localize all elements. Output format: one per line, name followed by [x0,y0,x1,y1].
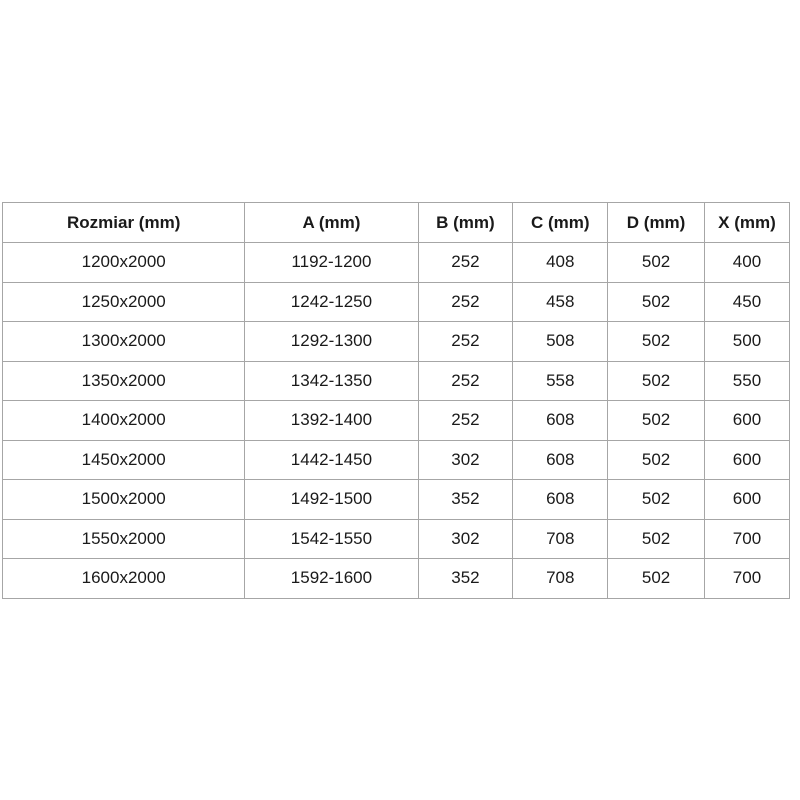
table-body [3,243,790,599]
column-header-a: A (mm) [245,203,418,243]
table-cell: 700 [704,519,789,559]
table-cell: 502 [608,361,705,401]
table-cell: 1200x2000 [3,243,245,283]
table-cell: 500 [704,322,789,362]
table-row [3,282,790,322]
table-cell: 558 [513,361,608,401]
table-cell: 502 [608,480,705,520]
table-cell: 1492-1500 [245,480,418,520]
column-header-d: D (mm) [608,203,705,243]
table-row [3,401,790,441]
table-cell: 1342-1350 [245,361,418,401]
size-table [2,202,790,599]
table-cell: 302 [418,440,513,480]
table-cell: 252 [418,243,513,283]
table-cell: 1542-1550 [245,519,418,559]
table-cell: 252 [418,282,513,322]
table-cell: 502 [608,440,705,480]
table-cell: 1500x2000 [3,480,245,520]
table-cell: 600 [704,480,789,520]
table-cell: 502 [608,519,705,559]
table-cell: 1292-1300 [245,322,418,362]
table-cell: 1592-1600 [245,559,418,599]
table-row [3,322,790,362]
table-cell: 252 [418,401,513,441]
table-cell: 608 [513,401,608,441]
table-cell: 1550x2000 [3,519,245,559]
table-row [3,361,790,401]
table-cell: 458 [513,282,608,322]
table-cell: 502 [608,243,705,283]
table-cell: 708 [513,519,608,559]
table-cell: 502 [608,559,705,599]
table-cell: 1192-1200 [245,243,418,283]
table-cell: 1442-1450 [245,440,418,480]
column-header-rozmiar: Rozmiar (mm) [3,203,245,243]
column-header-b: B (mm) [418,203,513,243]
table-cell: 700 [704,559,789,599]
column-header-x: X (mm) [704,203,789,243]
table-row [3,480,790,520]
table-row [3,559,790,599]
table-cell: 502 [608,322,705,362]
column-header-c: C (mm) [513,203,608,243]
table-cell: 400 [704,243,789,283]
table-cell: 252 [418,361,513,401]
table-cell: 1250x2000 [3,282,245,322]
table-cell: 302 [418,519,513,559]
table-cell: 1392-1400 [245,401,418,441]
table-row [3,243,790,283]
table-cell: 1450x2000 [3,440,245,480]
table-cell: 1300x2000 [3,322,245,362]
table-cell: 1242-1250 [245,282,418,322]
table-cell: 352 [418,480,513,520]
table-cell: 1350x2000 [3,361,245,401]
table-cell: 1600x2000 [3,559,245,599]
table-cell: 450 [704,282,789,322]
size-table-container [2,202,790,599]
table-row [3,440,790,480]
table-cell: 1400x2000 [3,401,245,441]
table-header-row [3,203,790,243]
table-cell: 600 [704,440,789,480]
table-cell: 502 [608,401,705,441]
table-cell: 502 [608,282,705,322]
table-cell: 708 [513,559,608,599]
table-cell: 550 [704,361,789,401]
table-cell: 608 [513,440,608,480]
table-cell: 352 [418,559,513,599]
table-cell: 252 [418,322,513,362]
table-cell: 608 [513,480,608,520]
table-cell: 508 [513,322,608,362]
table-cell: 408 [513,243,608,283]
table-row [3,519,790,559]
table-cell: 600 [704,401,789,441]
